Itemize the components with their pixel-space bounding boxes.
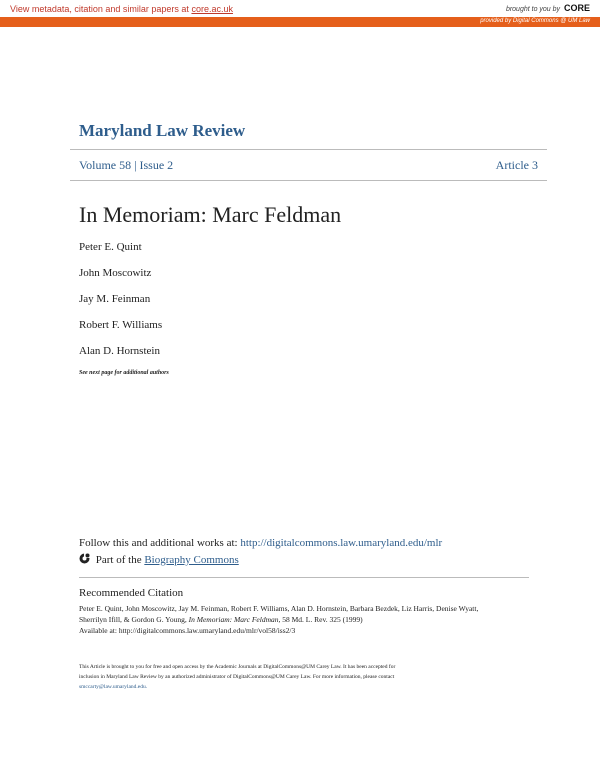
see-next-page-note: See next page for additional authors <box>79 370 169 376</box>
citation-line-2 <box>79 614 529 625</box>
provided-by-text: provided by Digital Commons @ UM Law <box>480 18 590 24</box>
part-of-label: Part of the <box>95 554 142 566</box>
citation-title: In Memoriam: Marc Feldman, <box>188 615 281 624</box>
core-brought-by <box>506 3 590 13</box>
author-name: Robert F. Williams <box>79 319 163 331</box>
contact-email-link[interactable]: smccarty@law.umaryland.edu. <box>79 684 148 690</box>
author-name: Peter E. Quint <box>79 241 142 253</box>
recommended-citation-heading: Recommended Citation <box>79 577 529 599</box>
article-title: In Memoriam: Marc Feldman <box>79 202 342 227</box>
footer-line-1: This Article is brought to you for free and open access by the Academic Journals at DigitalCommons@UM Carey Law. It has been accepted for <box>79 664 396 670</box>
follow-url-link[interactable]: http://digitalcommons.law.umaryland.edu/mlr <box>240 537 443 549</box>
core-logo[interactable]: CORE <box>563 3 590 13</box>
journal-title[interactable]: Maryland Law Review <box>79 121 246 140</box>
brought-by-label: brought to you by <box>505 6 561 13</box>
recommended-citation <box>79 603 529 636</box>
author-name: Jay M. Feinman <box>79 293 151 305</box>
core-banner <box>0 0 600 18</box>
core-link[interactable]: core.ac.uk <box>191 4 233 14</box>
core-metadata-label: View metadata, citation and similar papers at <box>10 4 189 14</box>
follow-line <box>79 537 442 549</box>
citation-source: 58 Md. L. Rev. 325 (1999) <box>282 615 363 624</box>
provided-by-bar <box>0 17 600 27</box>
issue-row <box>70 149 547 181</box>
footer-line-2: inclusion in Maryland Law Review by an authorized administrator of DigitalCommons@UM Carey Law. For more information, please contact <box>79 674 395 680</box>
access-footer <box>79 662 529 692</box>
biography-commons-link[interactable]: Biography Commons <box>144 554 239 566</box>
citation-authors-rest: Sherrilyn Ifill, & Gordon G. Young, <box>79 615 187 624</box>
citation-line-1: Peter E. Quint, John Moscowitz, Jay M. Feinman, Robert F. Williams, Alan D. Hornstein, Barbara Bezdek, Liz Harris, Denise Wyatt, <box>79 604 479 613</box>
volume-issue-link[interactable]: Volume 58 | Issue 2 <box>79 158 174 172</box>
core-metadata-text <box>10 4 233 14</box>
follow-label: Follow this and additional works at: <box>79 537 238 549</box>
article-number-link[interactable]: Article 3 <box>495 158 538 172</box>
author-name: Alan D. Hornstein <box>79 345 160 357</box>
citation-available-at: Available at: http://digitalcommons.law.umaryland.edu/mlr/vol58/iss2/3 <box>79 626 296 635</box>
author-name: John Moscowitz <box>79 267 152 279</box>
bepress-logo-icon <box>79 553 90 564</box>
part-of-line <box>79 553 239 566</box>
